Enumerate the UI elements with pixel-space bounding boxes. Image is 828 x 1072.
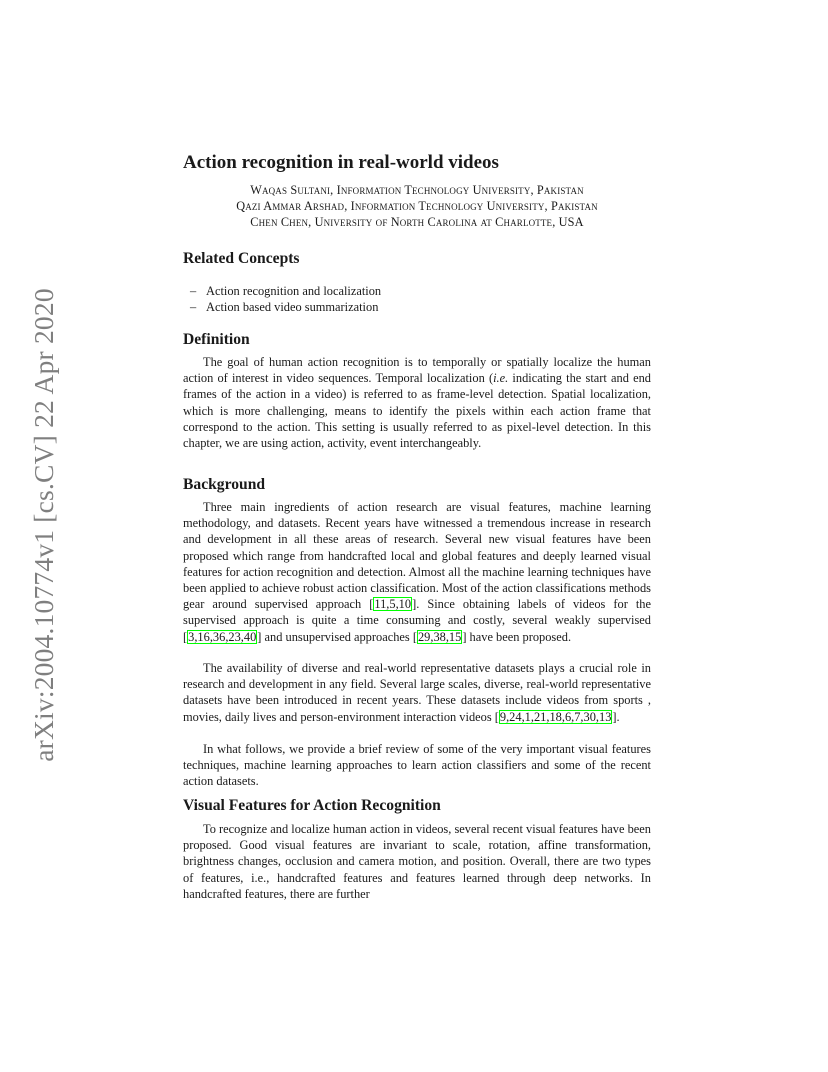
citation-link[interactable]: 3,16,36,23,40 [188,629,257,644]
visual-features-heading: Visual Features for Action Recognition [183,797,441,814]
list-item [190,299,381,315]
related-concepts-list [190,283,381,315]
author-line: Chen Chen, University of North Carolina at Charlotte, USA [250,215,584,229]
author-line: Waqas Sultani, Information Technology University, Pakistan [250,183,584,197]
background-paragraph-1: Three main ingredients of action research are visual features, machine learning methodology, and datasets. Recent years have witnessed a tremendous increase in research and development in all these areas of research. Several new visual features have been proposed which range from handcrafted local and global features and deeply learned visual features for action recognition and detection. Almost all the machine learning techniques have been applied to achieve robust action classification. Most of the action classifications methods gear around supervised approach [11,5,10]. Since obtaining labels of videos for the supervised approach is quite a time consuming and costly, several weakly supervised [3,16,36,23,40] and unsupervised approaches [29,38,15] have been proposed. [183,500,651,644]
bullet-dash: – [190,284,197,298]
list-item [190,283,381,299]
background-heading: Background [183,476,266,493]
author-block [183,182,651,230]
paper-title: Action recognition in real-world videos [183,152,499,173]
related-concept-label: Action recognition and localization [206,284,382,298]
bullet-dash: – [190,300,197,314]
background-paragraph-3: In what follows, we provide a brief review of some of the very important visual features techniques, machine learning approaches to learn action classifiers and some of the recent action datasets. [183,742,651,789]
visual-features-paragraph: To recognize and localize human action in videos, several recent visual features have been proposed. Good visual features are invariant to scale, rotation, affine transformation, brightness changes, occlusion and camera motion, and position. Overall, there are two types of features, i.e., handcrafted features and features learned through deep networks. In handcrafted features, there are further [183,822,651,901]
related-concept-label: Action based video summarization [206,300,379,314]
definition-paragraph: The goal of human action recognition is to temporally or spatially localize the human action of interest in video sequences. Temporal localization (i.e. indicating the start and end frames of the action in a video) is referred to as frame-level detection. Spatial localization, which is more challenging, means to identify the pixels within each action frame that correspond to the action. This setting is usually referred to as pixel-level detection. In this chapter, we are using action, activity, event interchangeably. [183,355,651,451]
citation-link[interactable]: 11,5,10 [374,597,412,612]
arxiv-identifier-stamp: arXiv:2004.10774v1 [cs.CV] 22 Apr 2020 [28,288,59,762]
background-paragraph-2: The availability of diverse and real-world representative datasets plays a crucial role in research and development in any field. Several large scales, diverse, real-world representative datasets have been introduced in recent years. These datasets include videos from sports , movies, daily lives and person-environment interaction videos [9,24,1,21,18,6,7,30,13]. [183,661,651,724]
definition-heading: Definition [183,331,250,348]
citation-link[interactable]: 9,24,1,21,18,6,7,30,13 [499,709,612,724]
citation-link[interactable]: 29,38,15 [417,629,462,644]
related-concepts-heading: Related Concepts [183,250,300,267]
author-line: Qazi Ammar Arshad, Information Technology University, Pakistan [236,199,598,213]
